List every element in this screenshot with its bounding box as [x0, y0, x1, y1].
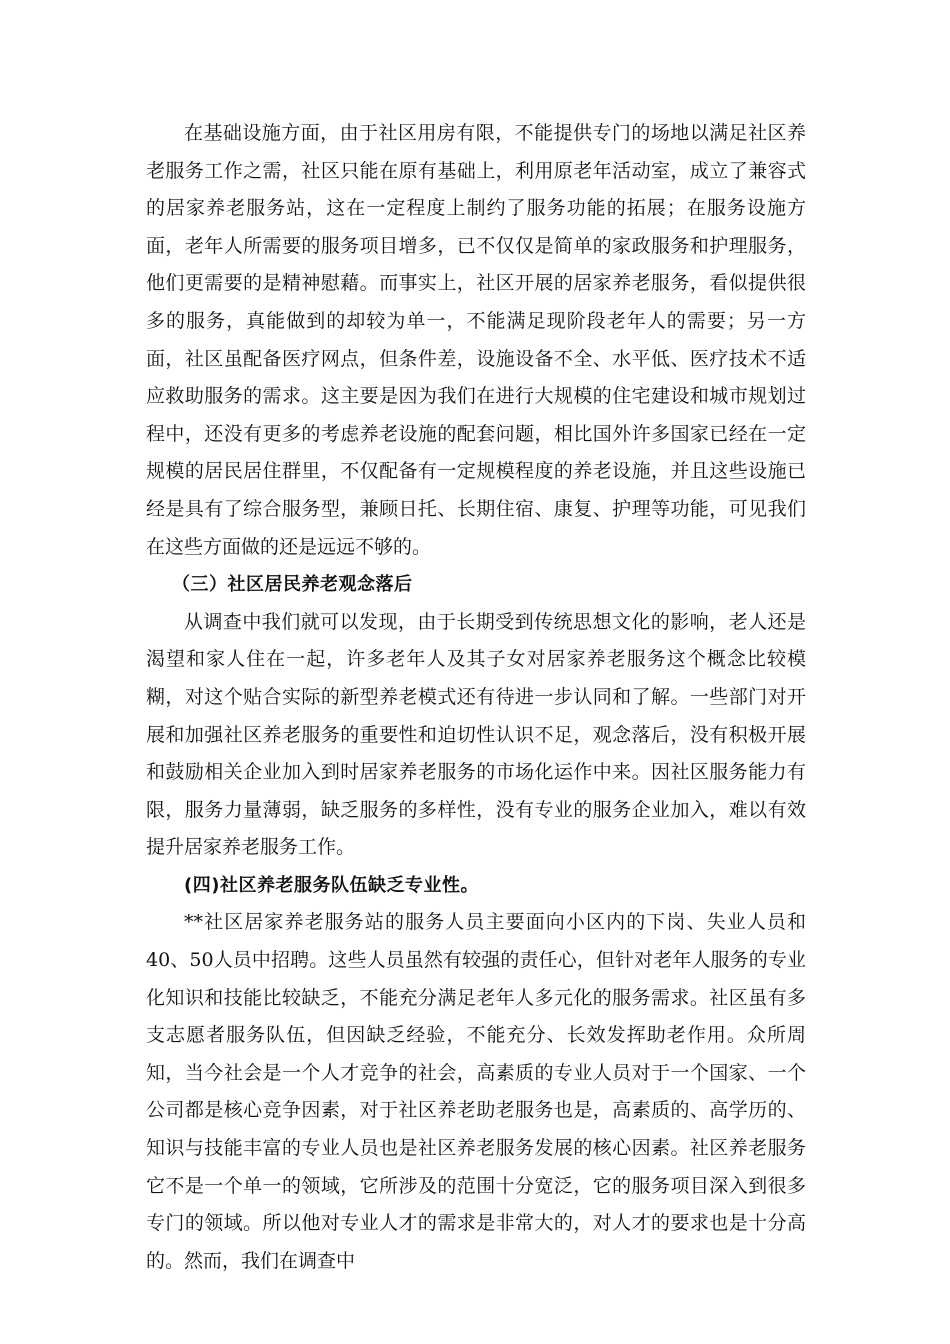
- paragraph-infrastructure: 在基础设施方面，由于社区用房有限，不能提供专门的场地以满足社区养老服务工作之需，社区只能在原有基础上，利用原老年活动室，成立了兼容式的居家养老服务站，这在一定程度上制约了服务功能的拓展；在服务设施方面，老年人所需要的服务项目增多，已不仅仅是简单的家政服务和护理服务，他们更需要的是精神慰藉。而事实上，社区开展的居家养老服务，看似提供很多的服务，真能做到的却较为单一，不能满足现阶段老年人的需要；另一方面，社区虽配备医疗网点，但条件差，设施设备不全、水平低、医疗技术不适应救助服务的需求。这主要是因为我们在进行大规模的住宅建设和城市规划过程中，还没有更多的考虑养老设施的配套问题，相比国外许多国家已经在一定规模的居民居住群里，不仅配备有一定规模程度的养老设施，并且这些设施已经是具有了综合服务型，兼顾日托、长期住宿、康复、护理等功能，可见我们在这些方面做的还是远远不够的。: [146, 122, 806, 558]
- document-body: [146, 115, 806, 1280]
- paragraph-service-team: **社区居家养老服务站的服务人员主要面向小区内的下岗、失业人员和40、50人员中招聘。这些人员虽然有较强的责任心，但针对老年人服务的专业化知识和技能比较缺乏，不能充分满足老年人多元化的服务需求。社区虽有多支志愿者服务队伍，但因缺乏经验，不能充分、长效发挥助老作用。众所周知，当今社会是一个人才竞争的社会，高素质的专业人员对于一个国家、一个公司都是核心竞争因素，对于社区养老助老服务也是，高素质的、高学历的、知识与技能丰富的专业人员也是社区养老服务发展的核心因素。社区养老服务它不是一个单一的领域，它所涉及的范围十分宽泛，它的服务项目深入到很多专门的领域。所以他对专业人才的需求是非常大的，对人才的要求也是十分高的。然而，我们在调查中: [146, 911, 806, 1272]
- paragraph-elderly-care-concept: 从调查中我们就可以发现，由于长期受到传统思想文化的影响，老人还是渴望和家人住在一起，许多老年人及其子女对居家养老服务这个概念比较模糊，对这个贴合实际的新型养老模式还有待进一步认同和了解。一些部门对开展和加强社区养老服务的重要性和迫切性认识不足，观念落后，没有积极开展和鼓励相关企业加入到时居家养老服务的市场化运作中来。因社区服务能力有限，服务力量薄弱，缺乏服务的多样性，没有专业的服务企业加入，难以有效提升居家养老服务工作。: [146, 610, 806, 859]
- section-heading-4: (四)社区养老服务队伍缺乏专业性。: [184, 874, 479, 896]
- section-heading-3: （三）社区居民养老观念落后: [172, 574, 413, 596]
